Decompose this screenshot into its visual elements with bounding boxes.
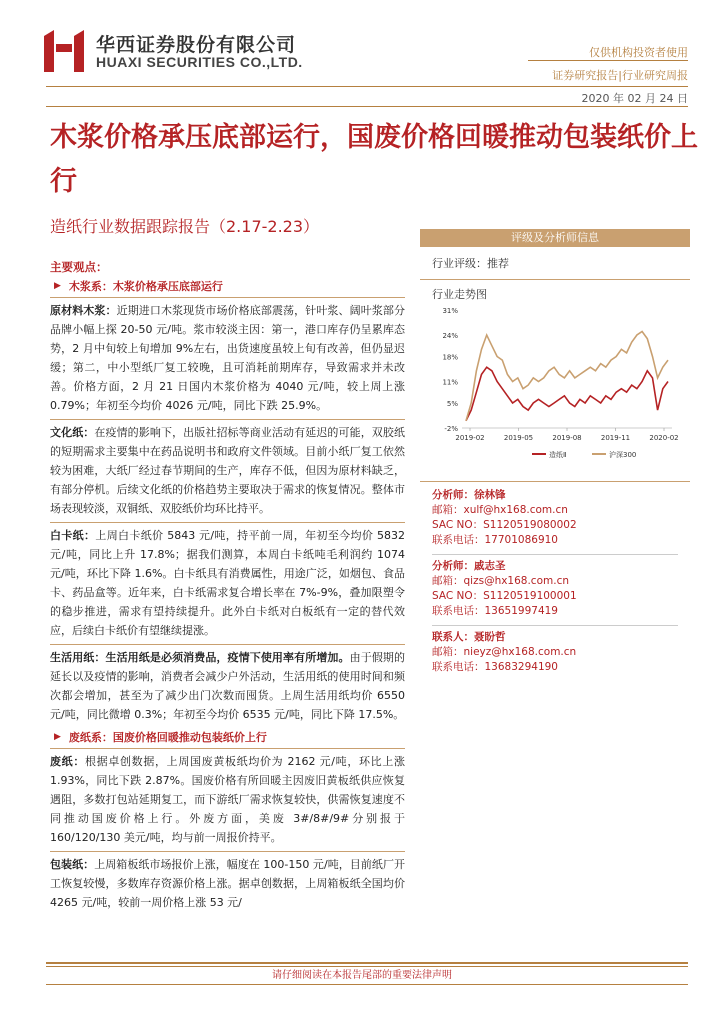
legend-label: 沪深300 [609, 451, 637, 459]
divider [46, 962, 688, 964]
analyst-name [432, 630, 678, 645]
main-content [50, 258, 405, 916]
divider [432, 625, 678, 626]
divider [46, 86, 688, 87]
rating-label: 行业评级： [432, 257, 487, 270]
trend-chart [432, 304, 678, 479]
x-tick-label: 2019-02 [455, 434, 485, 442]
report-type-tag: 证券研究报告|行业研究周报 [552, 69, 688, 82]
paragraph-label: 白卡纸： [50, 529, 96, 542]
analyst-role: 分析师： [432, 489, 474, 501]
x-tick-label: 2020-02 [649, 434, 678, 442]
side-panel [420, 229, 690, 681]
paragraph-label: 文化纸： [50, 426, 95, 439]
rating-value: 推荐 [487, 257, 509, 270]
report-date: 2020 年 02 月 24 日 [581, 92, 688, 105]
x-tick-label: 2019-08 [552, 434, 582, 442]
divider [50, 419, 405, 420]
report-subtitle: 造纸行业数据跟踪报告（2.17-2.23） [50, 217, 320, 236]
divider [528, 60, 688, 61]
paragraph-packaging [50, 855, 405, 912]
y-tick-label: 31% [442, 307, 458, 315]
divider [46, 984, 688, 985]
paragraph-text: 在疫情的影响下，出版社招标等商业活动有延迟的可能，双胶纸的短期需求主要集中在药品说明书和政府文件领域。目前小纸厂复工依然较为困难，大纸厂经过春节期间的生产，库存不低，但因为原材料缺乏，有部分停机。后续文化纸的价格趋势主要取决于需求的恢复情况。整体市场表现较淡，双铜纸、双胶纸价均环比持平。 [50, 426, 406, 515]
paragraph-tissue [50, 648, 405, 724]
paragraph-text: 上周白卡纸价 5843 元/吨，持平前一周，年初至今均价 5832 元/吨，同比上升 17.8%；据我们测算，本周白卡纸吨毛利润约 1074 元/吨，环比下降 1.6%。白卡纸具有消费属性，用途广泛，如烟包、食品卡、药品盒等。近年来，白卡纸需求复合增长率在 7%-9%，叠加限塑令的稳步推进，需求有望持续提升。此外白卡纸对白板纸有一定的替代效应，后续白卡纸价有望继续提涨。 [50, 529, 406, 637]
paragraph-text: 根据卓创数据，上周国废黄板纸均价为 2162 元/吨，环比上涨 1.93%，同比下跌 2.87%。国废价格有所回暖主因废旧黄板纸供应恢复遇阻，多数打包站延期复工，而下游纸厂需求恢复较快，供需恢复速度不同推动国废价格上行。外废方面，美废 3#/8#/9#分别报于 160/120/130 美元/吨，均与前一周报价持平。 [50, 755, 405, 844]
y-tick-label: 5% [446, 399, 458, 408]
trend-chart-box [420, 280, 690, 482]
y-tick-label: 18% [442, 353, 458, 362]
analyst-email[interactable]: 邮箱：nieyz@hx168.com.cn [432, 646, 577, 658]
y-tick-label: -2% [444, 425, 458, 433]
paragraph-label: 包装纸： [50, 858, 95, 871]
paragraph-text: 上周箱板纸市场报价上涨，幅度在 100-150 元/吨，目前纸厂开工恢复较慢，多数库存资源价格上涨。据卓创数据，上周箱板纸全国均价 4265 元/吨，较前一周价格上涨 53 元/ [50, 858, 405, 909]
analyst-name-text: 徐林锋 [474, 489, 506, 501]
divider [432, 554, 678, 555]
company-name-cn: 华西证券股份有限公司 [96, 34, 297, 56]
paragraph-white-card [50, 526, 405, 640]
analyst-role: 分析师： [432, 560, 474, 572]
trend-chart-label: 行业走势图 [432, 288, 487, 301]
analyst-name-text: 聂盼哲 [474, 631, 506, 643]
paragraph-text: 近期进口木浆现货市场价格底部震荡，针叶浆、阔叶浆部分品牌小幅上探 20-50 元/吨。浆市较淡主因：第一，港口库存仍呈累库态势，2 月中旬较上旬增加 9%左右，出货速度虽较上旬有改善，但仍显迟缓；第二，中小型纸厂复工较晚，且可消耗前期库存，导致需求并未改善。价格方面，2 月 21 日国内木浆价格为 4040 元/吨，较上周上涨 0.79%；年初至今均价 4026 元/吨，同比下跌 25.9%。 [50, 304, 406, 412]
paragraph-waste-paper [50, 752, 405, 847]
triangle-icon: ▶ [54, 281, 61, 291]
analyst-email[interactable]: 邮箱：qizs@hx168.com.cn [432, 575, 570, 587]
divider [50, 522, 405, 523]
analyst-sac: SAC NO：S1120519100001 [432, 590, 577, 602]
paragraph-pulp [50, 301, 405, 415]
divider [50, 297, 405, 298]
report-title: 木浆价格承压底部运行，国废价格回暖推动包装纸价上行 [50, 122, 698, 197]
analyst-name [432, 488, 678, 503]
divider [50, 644, 405, 645]
paragraph-label: 生活用纸：生活用纸是必须消费品，疫情下使用率有所增加。 [50, 651, 350, 664]
section-title: 废纸系：国废价格回暖推动包装纸价上行 [68, 731, 267, 744]
y-tick-label: 11% [442, 378, 458, 387]
company-name-en: HUAXI SECURITIES CO.,LTD. [96, 54, 303, 70]
x-tick-label: 2019-11 [600, 434, 631, 442]
analyst-role: 联系人： [432, 631, 474, 643]
analyst-list [420, 482, 690, 681]
analyst-email[interactable]: 邮箱：xulf@hx168.com.cn [432, 504, 568, 516]
analyst-phone: 联系电话：17701086910 [432, 534, 558, 546]
side-panel-header: 评级及分析师信息 [420, 229, 690, 247]
section-heading-waste-paper [50, 728, 405, 747]
analyst-phone: 联系电话：13651997419 [432, 605, 558, 617]
section-heading-pulp [50, 277, 405, 296]
analyst-sac: SAC NO：S1120519080002 [432, 519, 577, 531]
section-title: 木浆系：木浆价格承压底部运行 [68, 280, 223, 293]
audience-tag: 仅供机构投资者使用 [589, 46, 688, 59]
paragraph-label: 废纸： [50, 755, 85, 768]
industry-rating [420, 247, 690, 280]
analyst-phone: 联系电话：13683294190 [432, 661, 558, 673]
analyst-name [432, 559, 678, 574]
paragraph-text: 由于假期的延长以及疫情的影响，消费者会减少户外活动，生活用纸的使用时间和频次都会增加，甚至为了减少出门次数而囤货。上周生活用纸均价 6550 元/吨，同比微增 0.3%；年初至今均价 6535 元/吨，同比下降 17.5%。 [50, 651, 406, 721]
x-tick-label: 2019-05 [503, 434, 534, 442]
divider [46, 106, 688, 107]
huaxi-logo-icon [42, 30, 86, 72]
divider [50, 851, 405, 852]
y-tick-label: 24% [442, 332, 458, 341]
legal-notice: 请仔细阅读在本报告尾部的重要法律声明 [272, 970, 452, 981]
analyst-name-text: 戚志圣 [474, 560, 506, 572]
key-points-heading: 主要观点： [50, 260, 108, 274]
paragraph-culture-paper [50, 423, 405, 518]
divider [50, 748, 405, 749]
legend-label: 造纸Ⅱ [549, 451, 567, 459]
series-line-hs300 [466, 332, 668, 421]
paragraph-label: 原材料木浆： [50, 304, 117, 317]
triangle-icon: ▶ [54, 732, 61, 742]
